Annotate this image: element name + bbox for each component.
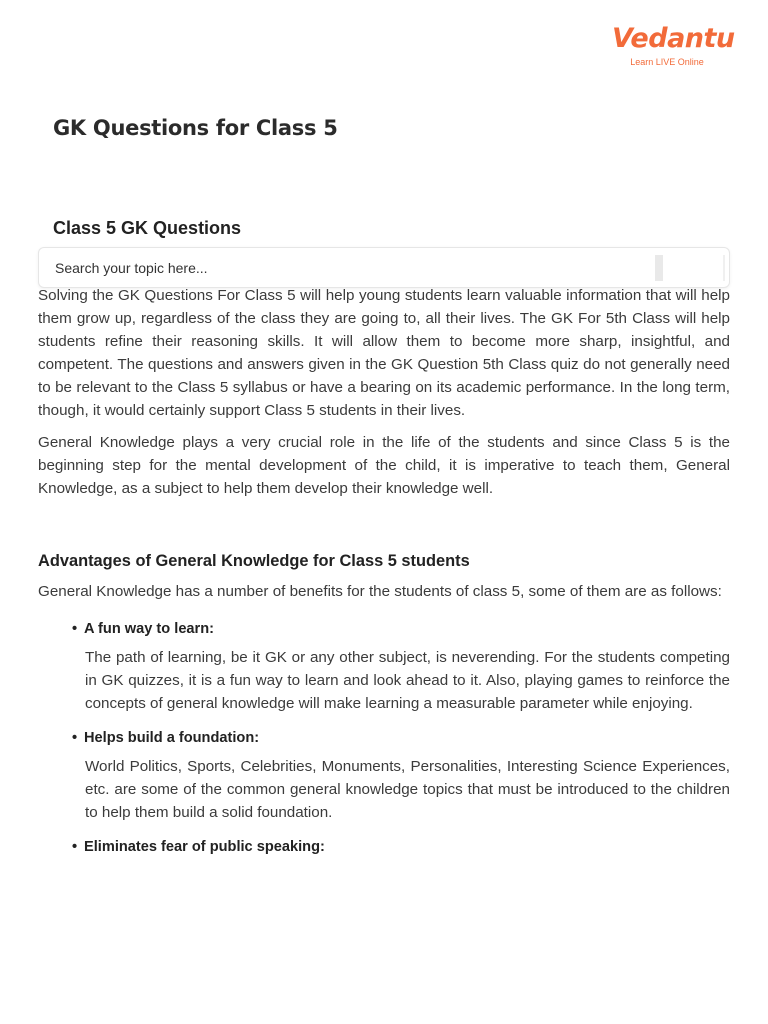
bullet-dot-icon: • — [72, 621, 78, 637]
search-bar — [38, 247, 730, 288]
vedantu-logo[interactable] — [612, 22, 735, 74]
article-content — [38, 284, 730, 858]
list-item-title: Eliminates fear of public speaking: — [84, 839, 325, 855]
page-title: GK Questions for Class 5 — [53, 116, 338, 140]
logo-wordmark: Vedantu — [612, 23, 735, 54]
list-item-title: A fun way to learn: — [84, 621, 215, 637]
list-item-body: The path of learning, be it GK or any other subject, is neverending. For the students competing in GK quizzes, it is a fun way to learn and look ahead to it. Also, playing games to reinforce the concepts of general knowledge will make learning a measurable parameter while enjoying. — [85, 649, 730, 712]
list-item — [38, 836, 730, 858]
gk-importance-paragraph: General Knowledge plays a very crucial role in the life of the students and since Class 5 is the beginning step for the mental development of the child, it is imperative to teach them, General Knowledge, as a subject to help them develop their knowledge well. — [38, 434, 730, 497]
logo-tagline: Learn LIVE Online — [630, 57, 704, 67]
bullet-dot-icon: • — [72, 730, 78, 746]
intro-paragraph: Solving the GK Questions For Class 5 will help young students learn valuable information that will help them grow up, regardless of the class they are going to, all their lives. The GK For 5th Class will help students refine their reasoning skills. It will allow them to become more sharp, insightful, and competent. The questions and answers given in the GK Question 5th Class quiz do not generally need to be relevant to the Class 5 syllabus or have a bearing on its academic performance. In the long term, though, it would certainly support Class 5 students in their lives. — [38, 287, 730, 419]
list-item — [38, 618, 730, 715]
advantages-intro: General Knowledge has a number of benefits for the students of class 5, some of them are as follows: — [38, 583, 722, 600]
bullet-dot-icon: • — [72, 839, 78, 855]
section-title: Class 5 GK Questions — [53, 218, 242, 238]
list-item-title: Helps build a foundation: — [84, 730, 260, 746]
list-item — [38, 727, 730, 824]
search-button[interactable] — [655, 255, 725, 281]
list-item-body: World Politics, Sports, Celebrities, Monuments, Personalities, Interesting Science Experiences, etc. are some of the common general knowledge topics that must be introduced to the children to help them build a solid foundation. — [85, 758, 730, 821]
search-input[interactable] — [55, 248, 645, 287]
advantages-list — [38, 618, 730, 858]
advantages-heading: Advantages of General Knowledge for Class 5 students — [38, 552, 470, 570]
